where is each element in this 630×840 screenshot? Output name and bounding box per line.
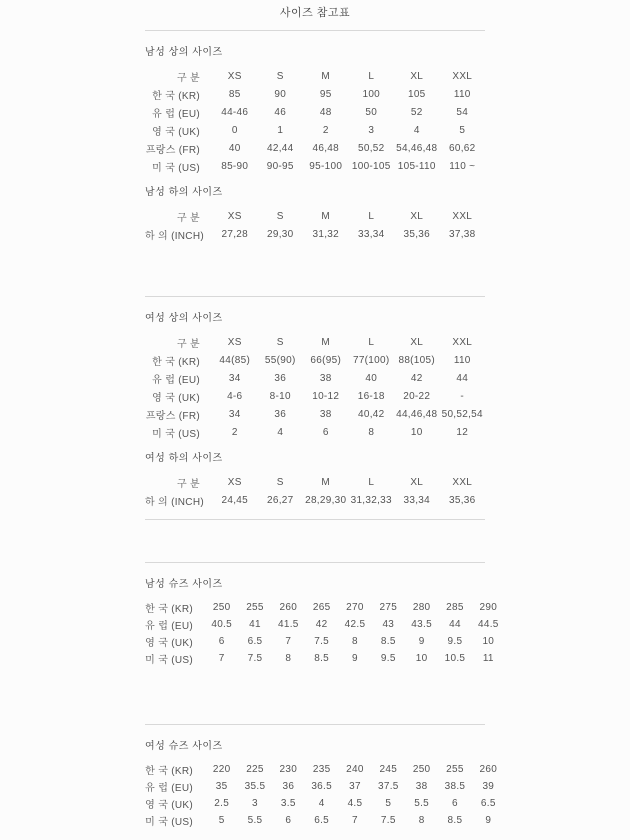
- size-value: 10: [410, 426, 423, 438]
- column-header: S: [276, 70, 284, 82]
- size-value: 7.5: [247, 653, 263, 664]
- column-header: S: [276, 476, 284, 488]
- column-header: XS: [227, 210, 242, 222]
- size-value: 42: [315, 619, 328, 630]
- size-value: 34: [228, 408, 241, 420]
- size-value: 44-46: [221, 106, 249, 118]
- size-value: 230: [279, 764, 298, 775]
- table-row: [145, 812, 505, 829]
- size-value: 26,27: [266, 494, 294, 506]
- table-row: [145, 157, 485, 175]
- row-label: 영 국 (UK): [145, 800, 193, 811]
- section-title: 여성 슈즈 사이즈: [145, 741, 223, 752]
- size-value: 5: [218, 815, 225, 826]
- size-section: [145, 453, 485, 509]
- size-value: 95: [319, 88, 332, 100]
- size-value: 11: [482, 653, 494, 664]
- size-value: 46: [274, 106, 287, 118]
- table-header-row: [145, 67, 485, 85]
- size-value: 8.5: [447, 815, 463, 826]
- size-value: 52: [410, 106, 423, 118]
- size-value: 35: [215, 781, 228, 792]
- column-header: XS: [227, 476, 242, 488]
- table-row: [145, 139, 485, 157]
- row-label: 프랑스 (FR): [145, 144, 200, 156]
- size-value: 77(100): [352, 354, 390, 366]
- size-value: 31,32,33: [350, 494, 392, 506]
- size-value: 36: [282, 781, 295, 792]
- table-row: [145, 795, 505, 812]
- size-value: 6: [322, 426, 329, 438]
- size-value: 3.5: [280, 798, 296, 809]
- column-header: XS: [227, 70, 242, 82]
- size-value: 4.5: [347, 798, 363, 809]
- group-women-apparel: [145, 297, 485, 519]
- size-value: 5.5: [414, 798, 430, 809]
- table-row: [145, 616, 505, 633]
- page-title: 사이즈 참고표: [279, 7, 351, 19]
- section-title: 남성 슈즈 사이즈: [145, 579, 223, 590]
- table-row: [145, 85, 485, 103]
- size-value: 260: [479, 764, 498, 775]
- size-value: 100-105: [351, 160, 391, 172]
- size-value: 290: [479, 602, 498, 613]
- size-value: 20-22: [403, 390, 431, 402]
- row-label: 미 국 (US): [145, 655, 193, 666]
- size-value: 6: [452, 798, 458, 809]
- size-value: 40: [228, 142, 241, 154]
- size-value: 38: [319, 372, 332, 384]
- row-label: 한 국 (KR): [145, 766, 193, 777]
- column-header: XS: [227, 336, 242, 348]
- size-value: 29,30: [266, 228, 294, 240]
- size-section: [145, 313, 485, 441]
- size-value: 5: [385, 798, 392, 809]
- size-value: 100: [362, 88, 381, 100]
- size-value: 33,34: [403, 494, 431, 506]
- size-value: 6.5: [480, 798, 496, 809]
- column-header: XXL: [452, 476, 473, 488]
- size-value: 9.5: [380, 653, 396, 664]
- row-label: 한 국 (KR): [152, 90, 200, 102]
- size-value: 7.5: [314, 636, 330, 647]
- size-value: 105: [407, 88, 426, 100]
- size-value: 90-95: [266, 160, 294, 172]
- size-value: 54,46,48: [396, 142, 438, 154]
- table-row: [145, 778, 505, 795]
- size-value: 105-110: [397, 160, 436, 172]
- size-value: 38.5: [444, 781, 466, 792]
- column-header: XL: [410, 336, 424, 348]
- size-value: 265: [312, 602, 331, 613]
- row-label: 영 국 (UK): [145, 638, 193, 649]
- size-value: 44: [456, 372, 469, 384]
- row-label: 하 의 (INCH): [145, 496, 204, 508]
- size-value: 6: [285, 815, 292, 826]
- row-label: 유 럽 (EU): [152, 108, 200, 120]
- size-value: 50: [365, 106, 378, 118]
- size-value: 250: [212, 602, 231, 613]
- table-row: [145, 633, 505, 650]
- row-label: 유 럽 (EU): [152, 374, 200, 386]
- table-row: [145, 599, 505, 616]
- size-value: 88(105): [398, 354, 436, 366]
- size-value: 6.5: [247, 636, 263, 647]
- size-value: 260: [279, 602, 298, 613]
- size-value: 16-18: [357, 390, 385, 402]
- size-value: 28,29,30: [305, 494, 347, 506]
- size-value: 43.5: [411, 619, 432, 630]
- table-row: [145, 650, 505, 667]
- size-value: 8: [418, 815, 425, 826]
- group-men-shoes: [145, 563, 499, 724]
- column-header: XL: [410, 210, 424, 222]
- table-row: [145, 405, 485, 423]
- table-header-row: [145, 333, 485, 351]
- size-value: 10.5: [444, 653, 466, 664]
- size-value: 255: [446, 764, 464, 775]
- table-row: [145, 225, 485, 243]
- size-value: 280: [412, 602, 431, 613]
- size-table: [145, 207, 485, 243]
- size-value: 4: [277, 426, 284, 438]
- page-content: [145, 0, 499, 829]
- column-header: L: [368, 336, 375, 348]
- row-label: 영 국 (UK): [152, 392, 200, 404]
- table-row: [145, 369, 485, 387]
- size-value: 1: [277, 124, 284, 136]
- size-value: 42,44: [266, 142, 294, 154]
- size-value: 250: [412, 764, 431, 775]
- column-header: L: [368, 70, 375, 82]
- size-value: 35,36: [403, 228, 431, 240]
- size-value: 5.5: [247, 815, 263, 826]
- size-table: [145, 333, 485, 441]
- size-table: [145, 761, 505, 829]
- size-value: 90: [274, 88, 287, 100]
- column-header: XL: [410, 476, 424, 488]
- table-row: [145, 351, 485, 369]
- size-value: 38: [415, 781, 428, 792]
- size-section: [145, 47, 485, 175]
- size-table: [145, 599, 505, 667]
- row-label: 구 분: [177, 212, 200, 224]
- column-header: M: [321, 476, 331, 488]
- size-value: 4: [318, 798, 325, 809]
- size-value: 35,36: [448, 494, 476, 506]
- size-value: 50,52: [357, 142, 385, 154]
- size-value: 245: [379, 764, 398, 775]
- table-row: [145, 423, 485, 441]
- size-value: 2: [322, 124, 329, 136]
- size-section: [145, 579, 499, 667]
- size-section: [145, 741, 498, 829]
- size-value: 10: [482, 636, 495, 647]
- size-value: 44.5: [477, 619, 499, 630]
- size-section: [145, 187, 485, 243]
- row-label: 구 분: [177, 478, 200, 490]
- size-value: 110 ~: [449, 160, 476, 172]
- size-value: 2: [231, 426, 238, 438]
- column-header: L: [368, 476, 375, 488]
- group-women-shoes: [145, 725, 498, 829]
- size-value: 8-10: [269, 390, 291, 402]
- column-header: XXL: [452, 210, 473, 222]
- size-value: 35.5: [244, 781, 266, 792]
- row-label: 유 럽 (EU): [145, 783, 193, 794]
- size-value: 8.5: [380, 636, 396, 647]
- row-label: 하 의 (INCH): [145, 230, 204, 242]
- size-value: 4: [413, 124, 420, 136]
- size-value: 54: [456, 106, 469, 118]
- table-row: [145, 103, 485, 121]
- table-row: [145, 761, 505, 778]
- size-value: 60,62: [448, 142, 476, 154]
- row-label: 미 국 (US): [152, 428, 200, 440]
- size-value: 24,45: [221, 494, 249, 506]
- size-value: 85: [228, 88, 241, 100]
- size-value: 9: [485, 815, 492, 826]
- size-value: 41: [249, 619, 261, 630]
- size-value: 34: [228, 372, 241, 384]
- section-title: 남성 하의 사이즈: [145, 187, 223, 198]
- size-value: 12: [456, 426, 469, 438]
- size-value: 285: [446, 602, 464, 613]
- size-value: 3: [368, 124, 375, 136]
- size-value: 43: [382, 619, 395, 630]
- row-label: 미 국 (US): [145, 817, 193, 828]
- size-value: 5: [459, 124, 466, 136]
- size-value: 6.5: [314, 815, 330, 826]
- size-value: 40.5: [211, 619, 232, 630]
- table-row: [145, 387, 485, 405]
- row-label: 구 분: [177, 338, 200, 350]
- size-value: 39: [482, 781, 495, 792]
- size-value: 255: [246, 602, 264, 613]
- row-label: 미 국 (US): [152, 162, 200, 174]
- size-value: 36: [274, 408, 287, 420]
- group-men-apparel: [145, 31, 485, 296]
- row-label: 영 국 (UK): [152, 126, 200, 138]
- column-header: S: [276, 336, 284, 348]
- column-header: L: [368, 210, 375, 222]
- size-value: 270: [346, 602, 364, 613]
- column-header: M: [321, 210, 331, 222]
- column-header: M: [321, 336, 331, 348]
- size-value: 225: [246, 764, 264, 775]
- size-value: 37.5: [377, 781, 399, 792]
- size-value: 7: [352, 815, 358, 826]
- size-value: 44(85): [219, 354, 251, 366]
- section-title: 남성 상의 사이즈: [145, 47, 223, 58]
- column-header: XL: [410, 70, 424, 82]
- size-value: 235: [312, 764, 331, 775]
- size-value: 36.5: [311, 781, 332, 792]
- size-value: 37: [349, 781, 361, 792]
- section-title: 여성 하의 사이즈: [145, 453, 223, 464]
- size-value: 40,42: [357, 408, 385, 420]
- size-value: 38: [319, 408, 332, 420]
- size-value: 6: [218, 636, 225, 647]
- size-value: 2.5: [214, 798, 230, 809]
- column-header: M: [321, 70, 331, 82]
- size-value: 275: [379, 602, 398, 613]
- empty-block: [145, 520, 485, 562]
- table-row: [145, 121, 485, 139]
- size-value: 7.5: [380, 815, 396, 826]
- size-value: 220: [212, 764, 231, 775]
- column-header: XXL: [452, 336, 473, 348]
- size-value: 44: [449, 619, 461, 630]
- size-value: 8: [285, 653, 292, 664]
- size-value: 48: [319, 106, 332, 118]
- column-header: S: [276, 210, 284, 222]
- size-value: 110: [453, 354, 471, 366]
- size-value: 4-6: [227, 390, 243, 402]
- size-value: 55(90): [264, 354, 296, 366]
- size-value: 40: [365, 372, 378, 384]
- row-label: 구 분: [177, 72, 200, 84]
- table-row: [145, 491, 485, 509]
- size-value: 41.5: [277, 619, 299, 630]
- size-value: 95-100: [309, 160, 343, 172]
- size-table: [145, 67, 485, 175]
- size-value: 10: [415, 653, 428, 664]
- size-value: 44,46,48: [396, 408, 438, 420]
- size-value: 3: [252, 798, 258, 809]
- size-value: 10-12: [312, 390, 340, 402]
- size-value: 110: [453, 88, 471, 100]
- size-value: 9: [352, 653, 358, 664]
- row-label: 한 국 (KR): [145, 604, 193, 615]
- size-value: 42: [410, 372, 423, 384]
- size-value: -: [460, 390, 465, 402]
- size-value: 9: [418, 636, 425, 647]
- size-value: 8: [352, 636, 358, 647]
- size-value: 66(95): [310, 354, 342, 366]
- row-label: 한 국 (KR): [152, 356, 200, 368]
- size-value: 8: [368, 426, 375, 438]
- size-value: 7: [218, 653, 225, 664]
- row-label: 프랑스 (FR): [145, 410, 200, 422]
- table-header-row: [145, 207, 485, 225]
- size-value: 31,32: [312, 228, 340, 240]
- row-label: 유 럽 (EU): [145, 621, 193, 632]
- size-value: 36: [274, 372, 287, 384]
- size-value: 37,38: [448, 228, 476, 240]
- size-value: 9.5: [447, 636, 463, 647]
- size-value: 33,34: [357, 228, 385, 240]
- size-value: 50,52,54: [441, 408, 483, 420]
- size-value: 42.5: [344, 619, 366, 630]
- table-header-row: [145, 473, 485, 491]
- size-value: 8.5: [314, 653, 330, 664]
- size-value: 0: [231, 124, 238, 136]
- size-value: 46,48: [312, 142, 340, 154]
- size-table: [145, 473, 485, 509]
- section-title: 여성 상의 사이즈: [145, 313, 223, 324]
- size-value: 7: [285, 636, 292, 647]
- size-value: 27,28: [221, 228, 249, 240]
- size-value: 240: [346, 764, 364, 775]
- size-value: 85-90: [221, 160, 249, 172]
- column-header: XXL: [452, 70, 473, 82]
